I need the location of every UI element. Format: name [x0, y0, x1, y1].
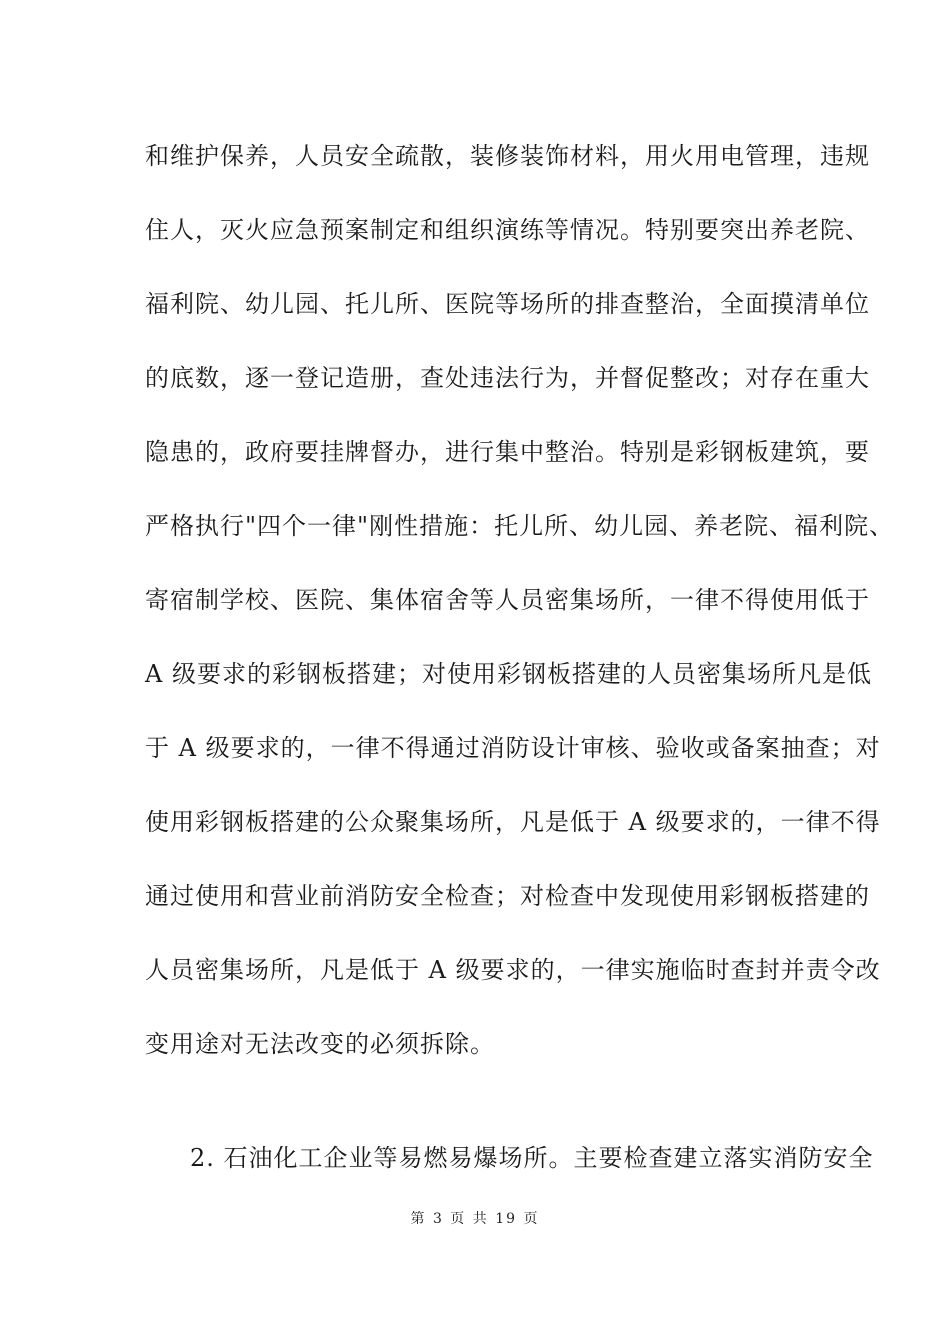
- text-line: 人员密集场所，凡是低于 A 级要求的，一律实施临时查封并责令改: [145, 956, 881, 984]
- text-line: 福利院、幼儿园、托儿所、医院等场所的排查整治，全面摸清单位: [145, 290, 870, 318]
- text-line: 隐患的，政府要挂牌督办，进行集中整治。特别是彩钢板建筑，要: [145, 438, 870, 466]
- text-line: 通过使用和营业前消防安全检查；对检查中发现使用彩钢板搭建的: [145, 882, 870, 910]
- body-text: [145, 132, 895, 1208]
- text-line: A 级要求的彩钢板搭建；对使用彩钢板搭建的人员密集场所凡是低: [145, 660, 872, 688]
- page-footer: 第 3 页 共 19 页: [410, 1211, 540, 1227]
- text-line: 使用彩钢板搭建的公众聚集场所，凡是低于 A 级要求的，一律不得: [145, 808, 881, 836]
- text-line: 住人，灭火应急预案制定和组织演练等情况。特别要突出养老院、: [145, 216, 870, 244]
- text-line: 变用途对无法改变的必须拆除。: [145, 1030, 495, 1058]
- text-line: 的底数，逐一登记造册，查处违法行为，并督促整改；对存在重大: [145, 364, 870, 392]
- paragraph-2-line: 2. 石油化工企业等易燃易爆场所。主要检查建立落实消防安全: [190, 1144, 874, 1172]
- text-line: 于 A 级要求的，一律不得通过消防设计审核、验收或备案抽查；对: [145, 734, 881, 762]
- text-line: 严格执行"四个一律"刚性措施：托儿所、幼儿园、养老院、福利院、: [145, 512, 895, 540]
- paragraph-gap: [145, 1094, 825, 1134]
- text-line: 寄宿制学校、医院、集体宿舍等人员密集场所，一律不得使用低于: [145, 586, 870, 614]
- text-line: 和维护保养，人员安全疏散，装修装饰材料，用火用电管理，违规: [145, 142, 870, 170]
